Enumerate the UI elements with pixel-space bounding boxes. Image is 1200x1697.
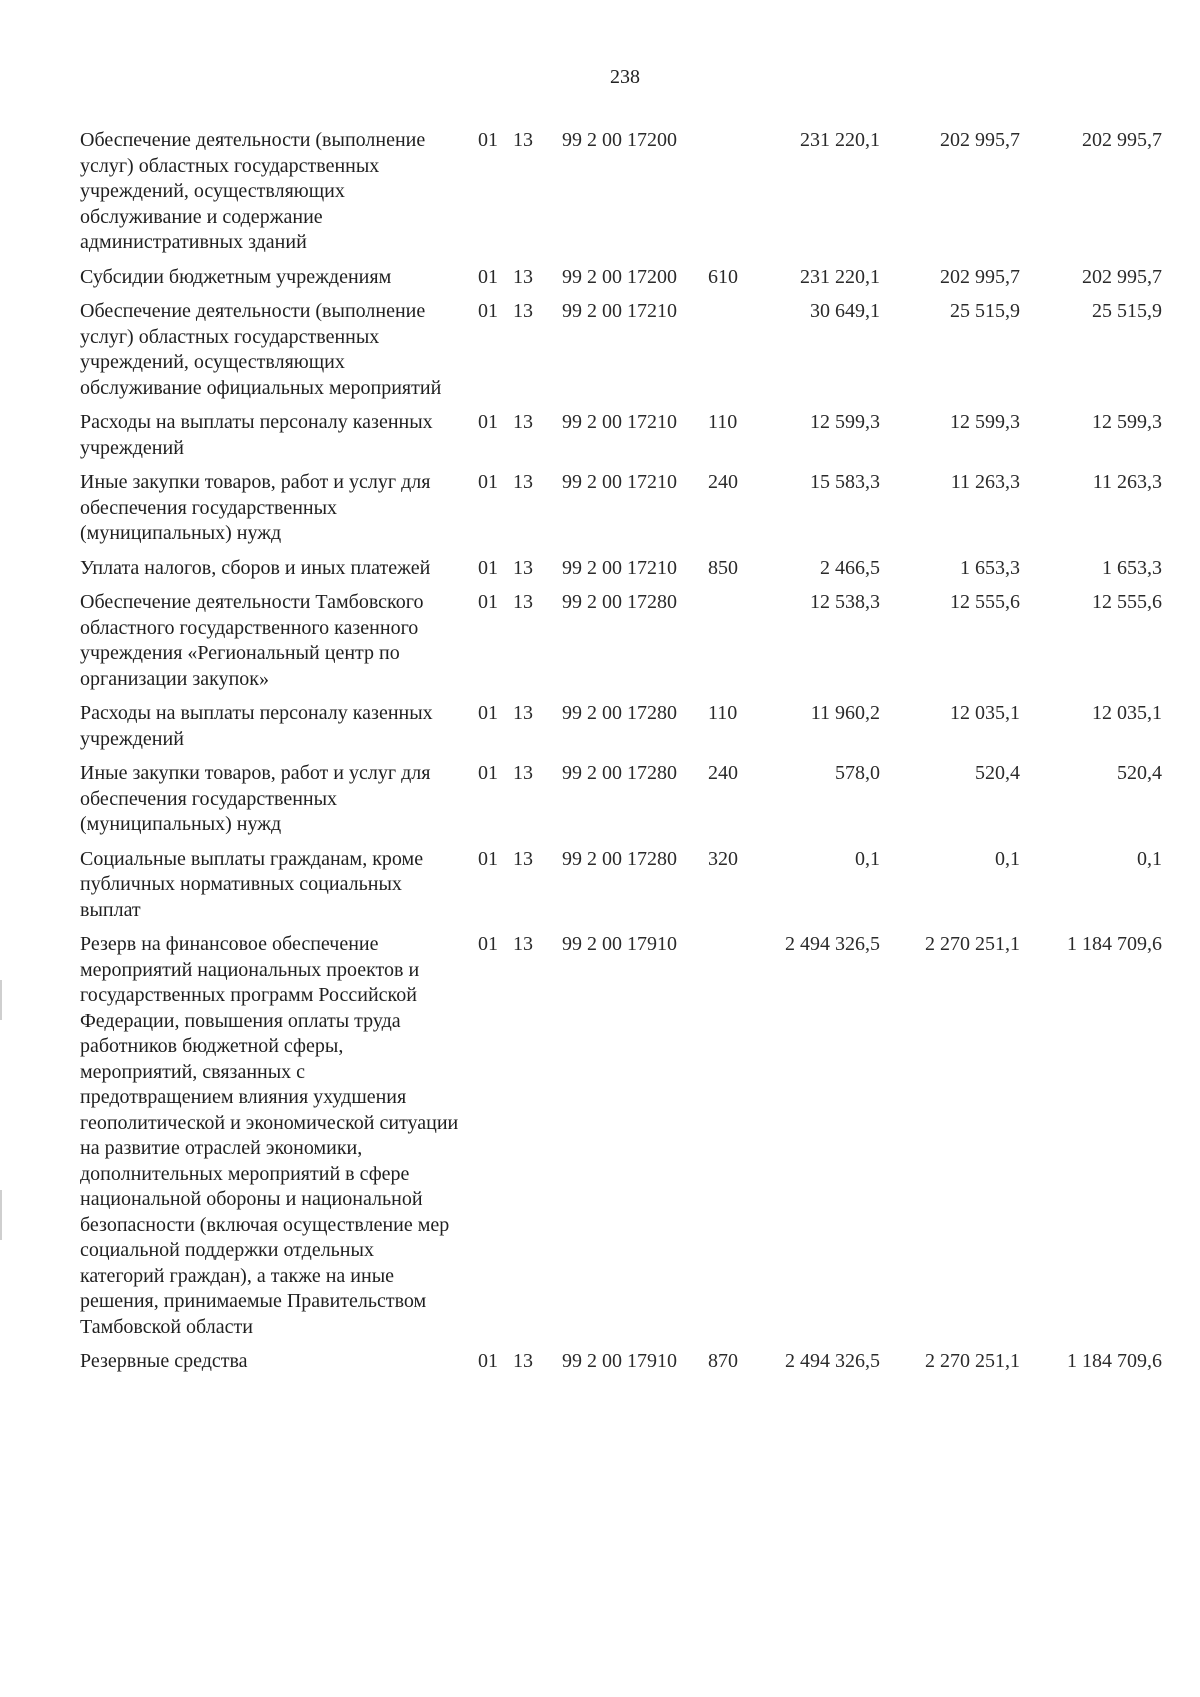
row-section: 01: [478, 933, 498, 955]
row-target-article: 99 2 00 17210: [562, 471, 677, 493]
row-target-article: 99 2 00 17200: [562, 265, 677, 288]
table-row: [0, 590, 1200, 692]
table-row: [0, 701, 1200, 752]
row-section: 01: [478, 265, 498, 288]
page-number: 238: [610, 66, 640, 88]
row-expense-type: 110: [708, 411, 738, 433]
row-sum-2: 2 270 251,1: [925, 933, 1020, 955]
row-sum-2: 202 995,7: [940, 129, 1020, 151]
scan-edge-mark: [0, 980, 2, 1020]
row-name: Обеспечение деятельности Тамбовского областного государственного казенного учреждения «Региональный центр по организации закупок»: [80, 591, 424, 690]
row-expense-type: 850: [708, 556, 738, 579]
row-subsection: 13: [513, 1350, 533, 1372]
table-row: [0, 556, 1200, 582]
row-sum-3: 12 599,3: [1092, 411, 1162, 433]
row-sum-3: 1 184 709,6: [1067, 1350, 1162, 1372]
row-name: Обеспечение деятельности (выполнение услуг) областных государственных учреждений, осуществляющих обслуживание и содержание административных зданий: [80, 129, 426, 253]
row-expense-type: 110: [708, 702, 738, 724]
row-sum-3: 1 184 709,6: [1067, 933, 1162, 955]
row-sum-2: 1 653,3: [960, 556, 1020, 579]
row-subsection: 13: [513, 556, 533, 579]
row-expense-type: 320: [708, 847, 738, 870]
row-name: Уплата налогов, сборов и иных платежей: [80, 556, 431, 579]
row-sum-1: 0,1: [855, 847, 880, 870]
row-sum-1: 30 649,1: [810, 300, 880, 322]
table-row: [0, 932, 1200, 1340]
row-name: Субсидии бюджетным учреждениям: [80, 265, 392, 288]
row-sum-1: 2 466,5: [820, 556, 880, 579]
row-sum-2: 2 270 251,1: [925, 1350, 1020, 1372]
table-row: [0, 299, 1200, 401]
row-sum-1: 15 583,3: [810, 471, 880, 493]
row-expense-type: 240: [708, 762, 738, 784]
row-target-article: 99 2 00 17280: [562, 762, 677, 784]
row-sum-2: 11 263,3: [950, 471, 1020, 493]
row-name: Расходы на выплаты персоналу казенных учреждений: [80, 411, 433, 459]
row-expense-type: 870: [708, 1350, 738, 1372]
row-sum-1: 2 494 326,5: [785, 1350, 880, 1372]
row-name: Иные закупки товаров, работ и услуг для обеспечения государственных (муниципальных) нужд: [80, 471, 431, 544]
row-target-article: 99 2 00 17200: [562, 129, 677, 151]
row-section: 01: [478, 762, 498, 784]
row-section: 01: [478, 591, 498, 613]
row-name: Расходы на выплаты персоналу казенных учреждений: [80, 702, 433, 750]
table-row: [0, 410, 1200, 461]
row-sum-2: 202 995,7: [940, 265, 1020, 288]
row-sum-1: 578,0: [835, 762, 880, 784]
row-sum-2: 520,4: [975, 762, 1020, 784]
table-row: [0, 128, 1200, 256]
row-target-article: 99 2 00 17280: [562, 591, 677, 613]
row-subsection: 13: [513, 591, 533, 613]
row-target-article: 99 2 00 17280: [562, 847, 677, 870]
row-target-article: 99 2 00 17210: [562, 300, 677, 322]
row-name: Резерв на финансовое обеспечение мероприятий национальных проектов и государственных программ Российской Федерации, повышения оплаты труда работников бюджетной сферы, мероприятий, связанных с предотвращением влияния ухудшения геополитической и экономической ситуации на развитие отраслей экономики, дополнительных мероприятий в сфере национальной обороны и национальной безопасности (включая осуществление мер социальной поддержки отдельных категорий граждан), а также на иные решения, принимаемые Правительством Тамбовской области: [80, 933, 459, 1338]
table-row: [0, 265, 1200, 291]
row-target-article: 99 2 00 17280: [562, 702, 677, 724]
budget-table: [0, 128, 1200, 1384]
row-subsection: 13: [513, 129, 533, 151]
scan-edge-mark: [0, 1190, 2, 1240]
row-sum-3: 25 515,9: [1092, 300, 1162, 322]
row-subsection: 13: [513, 471, 533, 493]
row-section: 01: [478, 702, 498, 724]
row-sum-3: 12 035,1: [1092, 702, 1162, 724]
row-sum-2: 12 035,1: [950, 702, 1020, 724]
row-name: Резервные средства: [80, 1350, 248, 1372]
row-sum-1: 231 220,1: [800, 129, 880, 151]
row-sum-3: 520,4: [1117, 762, 1162, 784]
row-sum-3: 12 555,6: [1092, 591, 1162, 613]
row-subsection: 13: [513, 702, 533, 724]
row-name: Обеспечение деятельности (выполнение услуг) областных государственных учреждений, осуществляющих обслуживание официальных мероприятий: [80, 300, 442, 399]
row-sum-3: 202 995,7: [1082, 265, 1162, 288]
row-sum-1: 11 960,2: [810, 702, 880, 724]
row-section: 01: [478, 1350, 498, 1372]
row-section: 01: [478, 129, 498, 151]
row-sum-3: 11 263,3: [1092, 471, 1162, 493]
row-section: 01: [478, 471, 498, 493]
row-section: 01: [478, 411, 498, 433]
row-section: 01: [478, 300, 498, 322]
row-subsection: 13: [513, 411, 533, 433]
table-row: [0, 1349, 1200, 1375]
row-subsection: 13: [513, 300, 533, 322]
row-target-article: 99 2 00 17210: [562, 411, 677, 433]
row-sum-2: 25 515,9: [950, 300, 1020, 322]
row-subsection: 13: [513, 762, 533, 784]
row-sum-2: 12 599,3: [950, 411, 1020, 433]
row-expense-type: 240: [708, 471, 738, 493]
row-sum-3: 202 995,7: [1082, 129, 1162, 151]
row-target-article: 99 2 00 17910: [562, 933, 677, 955]
row-sum-2: 12 555,6: [950, 591, 1020, 613]
table-row: [0, 470, 1200, 547]
table-row: [0, 847, 1200, 924]
row-subsection: 13: [513, 265, 533, 288]
table-row: [0, 761, 1200, 838]
row-expense-type: 610: [708, 265, 738, 288]
row-name: Иные закупки товаров, работ и услуг для обеспечения государственных (муниципальных) нужд: [80, 762, 431, 835]
row-section: 01: [478, 847, 498, 870]
row-target-article: 99 2 00 17210: [562, 556, 677, 579]
row-sum-1: 2 494 326,5: [785, 933, 880, 955]
row-sum-1: 12 538,3: [810, 591, 880, 613]
row-subsection: 13: [513, 847, 533, 870]
row-sum-1: 12 599,3: [810, 411, 880, 433]
row-subsection: 13: [513, 933, 533, 955]
row-sum-2: 0,1: [995, 847, 1020, 870]
row-sum-1: 231 220,1: [800, 265, 880, 288]
row-name: Социальные выплаты гражданам, кроме публичных нормативных социальных выплат: [80, 847, 424, 921]
row-section: 01: [478, 556, 498, 579]
row-sum-3: 0,1: [1137, 847, 1162, 870]
row-sum-3: 1 653,3: [1102, 556, 1162, 579]
row-target-article: 99 2 00 17910: [562, 1350, 677, 1372]
